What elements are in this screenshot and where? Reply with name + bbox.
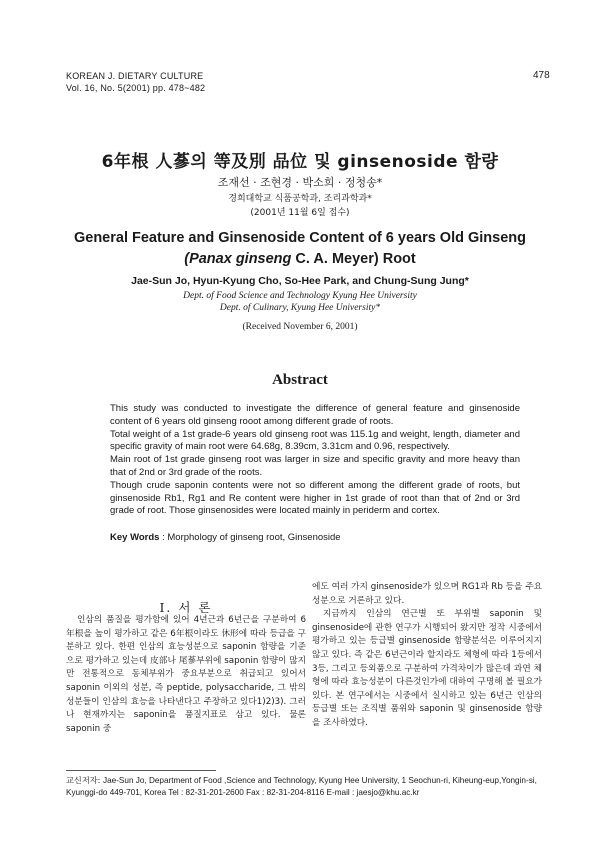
body-paragraph-continuation: 에도 여러 가지 ginsenoside가 있으며 RG1과 Rb 등을 주요 성분으로 거론하고 있다.	[312, 582, 542, 606]
footnote-rule	[66, 770, 216, 771]
keywords-text: : Morphology of ginseng root, Ginsenoside	[159, 532, 341, 543]
korean-affiliation: 경희대학교 식품공학과, 조리과학과*	[228, 194, 372, 204]
abstract-body	[110, 403, 520, 518]
english-received-date: (Received November 6, 2001)	[242, 322, 358, 332]
korean-title: 6年根 人蔘의 等及別 品位 및 ginsenoside 함량	[101, 152, 499, 172]
english-title-line2	[0, 249, 600, 270]
english-title-species: (Panax ginseng	[184, 251, 292, 267]
journal-header	[66, 70, 205, 94]
english-title-line1: General Feature and Ginsenoside Content of 6 years Old Ginseng	[73, 230, 527, 246]
english-title	[0, 228, 600, 270]
abstract-paragraph: Main root of 1st grade ginseng root was larger in size and specific gravity and more heavy than that of 2nd or 3rd grade of the roots.	[110, 454, 520, 478]
body-column-right	[312, 581, 542, 731]
english-authors: Jae-Sun Jo, Hyun-Kyung Cho, So-Hee Park, and Chung-Sung Jung*	[131, 275, 469, 287]
body-column-left	[66, 614, 306, 736]
footnote	[66, 775, 542, 798]
abstract-paragraph: Total weight of a 1st grade-6 years old ginseng root was 115.1g and weight, length, diameter and specific gravity of main root were 64.68g, 8.39cm, 3.31cm and 0.96, respectively.	[110, 428, 520, 453]
section-heading: I. 서 론	[159, 600, 213, 615]
abstract-paragraph: This study was conducted to investigate the difference of general feature and ginsenoside content of 6 years old ginseng rooot among different grade of roots.	[110, 403, 520, 427]
body-paragraph: 지금까지 인삼의 연근별 또 부위별 saponin 및 ginsenoside에 관한 연구가 시행되어 왔지만 정작 시중에서 평가하고 있는 등급별 ginsenoside 함량분석은 이루어지지 않고 있다. 즉 같은 6년근이라 할지라도 체형에 따라 1등에서 3등, 그리고 등외품으로 구분하여 가격차이가 많은데 과연 체형에 따라 효능성분이 다른것인가에 대하여 구명해 볼 필요가 있다. 본 연구에서는 시중에서 실시하고 있는 6년근 인삼의 등급별 또는 조직별 품위와 saponin 및 ginsenoside 함량을 조사하였다.	[312, 609, 542, 728]
keywords-label: Key Words	[110, 532, 160, 543]
korean-received-date: (2001년 11월 6일 접수)	[250, 208, 350, 218]
page-number: 478	[533, 70, 550, 81]
english-affiliations	[0, 290, 600, 314]
keywords	[110, 532, 520, 543]
english-title-suffix: C. A. Meyer) Root	[291, 251, 416, 267]
abstract-heading: Abstract	[272, 372, 328, 388]
footnote-label: 교신저자:	[66, 775, 103, 785]
body-paragraph: 인삼의 품질을 평가함에 있어 4년근과 6년근을 구분하여 6年根을 높이 평가하고 같은 6年根이라도 休形에 따라 등급을 구분하고 있다. 한편 인삼의 효능성분으로 saponin 함량을 기준으로 평가하고 있는데 皮部나 尾蔘부위에 saponin 함량이 많지만 전통적으로 동체부위가 중요부분으로 취급되고 있어서 saponin 이외의 성분, 즉 peptide, polysaccharide, 그 밖의 성분들이 인삼의 효능을 나타낸다고 주장하고 있다1)2)3). 그러나 현재까지는 saponin을 품질지표로 삼고 있다. 물론 saponin 중	[66, 615, 306, 734]
footnote-text: Jae-Sun Jo, Department of Food ,Science and Technology, Kyung Hee University, 1 Seochun-ri, Kiheung-eup,Yongin-si, Kyunggi-do 449-701, Korea Tel : 82-31-201-2600 Fax : 82-31-204-8116 E-mail : jaesjo@khu.ac.kr	[66, 776, 537, 797]
korean-authors: 조재선 · 조현경 · 박소희 · 정청송*	[217, 176, 383, 189]
english-affiliation-2: Dept. of Culinary, Kyung Hee University*	[219, 303, 381, 313]
english-affiliation-1: Dept. of Food Science and Technology Kyung Hee University	[183, 291, 417, 301]
abstract-paragraph: Though crude saponin contents were not so different among the different grade of roots, but ginsenoside Rb1, Rg1 and Re content were higher in 1st grade of root than that of 2nd or 3rd grade of root. Those ginsenosides were located mainly in periderm and cortex.	[110, 479, 520, 517]
journal-volume: Vol. 16, No. 5(2001) pp. 478~482	[66, 83, 206, 93]
journal-name: KOREAN J. DIETARY CULTURE	[66, 71, 204, 81]
